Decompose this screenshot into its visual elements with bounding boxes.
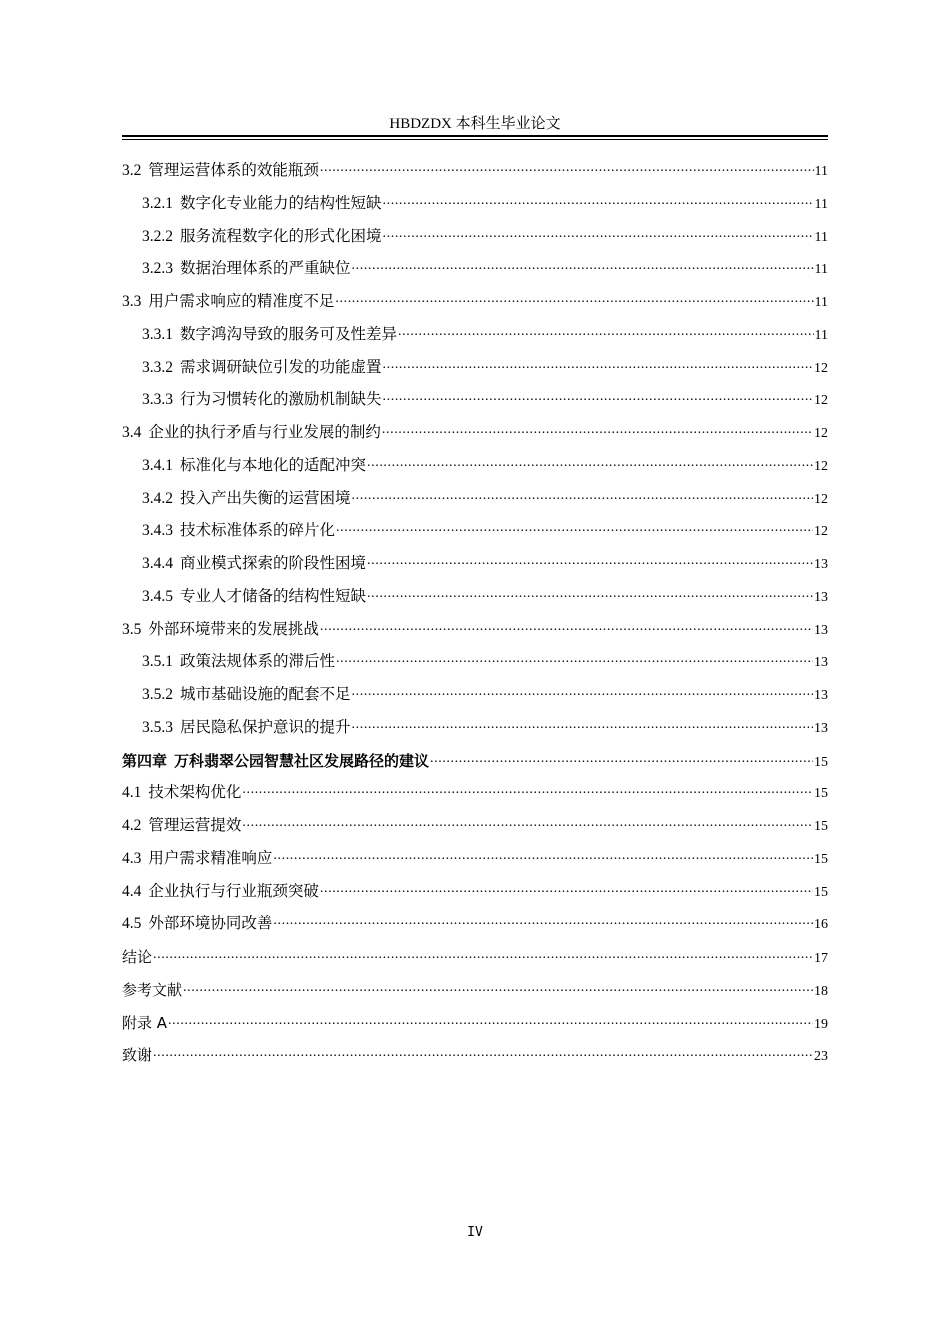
toc-entry-number: 3.4.3 [142,522,173,540]
dot-leader [153,1048,813,1058]
toc-entry[interactable] [122,810,828,843]
dot-leader [336,654,813,664]
running-header: HBDZDX 本科生毕业论文 [389,116,561,132]
toc-entry-number: 4.2 [122,817,142,834]
dot-leader [336,523,813,533]
toc-entry-number: 3.5.3 [142,718,173,736]
toc-entry-page: 23 [814,1049,828,1065]
toc-entry-number: 3.4.4 [142,555,173,572]
toc-entry-title: 技术架构优化 [148,784,242,802]
toc-entry-page: 13 [814,557,828,572]
toc-entry[interactable] [122,646,828,679]
toc-entry-title: 管理运营体系的效能瓶颈 [148,162,319,179]
dot-leader [367,458,813,468]
toc-entry[interactable] [122,1007,828,1040]
toc-entry-page: 12 [814,426,828,441]
dot-leader [430,754,813,764]
toc-entry[interactable] [122,876,828,909]
toc-entry-number: 4.1 [122,784,142,802]
toc-entry[interactable] [122,941,828,974]
toc-entry-page: 13 [814,720,828,736]
toc-entry-title: 居民隐私保护意识的提升 [180,718,351,736]
toc-entry[interactable] [122,908,828,941]
dot-leader [383,360,813,370]
toc-entry-number: 3.3.1 [142,325,173,343]
toc-entry[interactable] [122,155,828,188]
dot-leader [153,950,813,960]
toc-entry-number: 3.3.2 [142,358,173,376]
dot-leader [335,294,813,304]
toc-entry-number: 3.2.3 [142,260,173,278]
toc-entry-page: 13 [814,688,828,703]
toc-entry[interactable] [122,777,828,810]
toc-entry-title: 数字化专业能力的结构性短缺 [180,194,382,212]
toc-entry-number: 3.5 [122,620,142,638]
table-of-contents [122,155,828,1072]
toc-entry-title: 参考文献 [122,980,183,999]
dot-leader [367,589,813,599]
toc-entry-page: 11 [814,164,828,179]
toc-entry-title: 服务流程数字化的形式化困境 [180,227,382,245]
toc-entry[interactable] [122,384,828,417]
toc-entry-title: 附录 A [122,1013,168,1032]
toc-entry-title: 数字鸿沟导致的服务可及性差异 [180,325,398,343]
toc-entry-title: 需求调研缺位引发的功能虚置 [180,358,382,376]
toc-entry-page: 19 [814,1016,828,1032]
toc-entry-page: 12 [814,393,828,409]
toc-entry-title: 数据治理体系的严重缺位 [180,260,351,278]
toc-entry-title: 外部环境协同改善 [148,915,273,933]
dot-leader [273,916,813,926]
toc-entry-title: 万科翡翠公园智慧社区发展路径的建议 [174,751,430,770]
toc-entry-page: 12 [814,524,828,540]
toc-entry[interactable] [122,221,828,254]
toc-entry-page: 15 [814,786,828,802]
dot-leader [352,261,814,271]
toc-entry-number: 3.4.5 [142,587,173,605]
toc-entry[interactable] [122,712,828,745]
dot-leader [383,392,813,402]
toc-entry-title: 用户需求响应的精准度不足 [148,293,335,310]
toc-entry-page: 13 [814,589,828,605]
toc-entry-number: 3.2.1 [142,194,173,212]
toc-entry[interactable] [122,548,828,581]
toc-entry[interactable] [122,483,828,516]
toc-entry-page: 15 [814,754,828,770]
toc-entry-page: 12 [814,458,828,474]
toc-entry-page: 15 [814,819,828,834]
toc-entry-title: 专业人才储备的结构性短缺 [180,587,367,605]
dot-leader [352,491,813,501]
toc-entry-number: 3.2 [122,162,142,179]
dot-leader [320,884,813,894]
toc-entry-page: 16 [814,917,828,933]
toc-entry-number: 3.4.2 [142,489,173,507]
toc-entry[interactable] [122,417,828,450]
toc-entry-page: 11 [814,262,828,278]
toc-entry-number: 3.2.2 [142,227,173,245]
dot-leader [242,785,813,795]
toc-entry-page: 15 [814,851,828,867]
toc-entry-page: 18 [814,983,828,999]
toc-entry-page: 13 [814,655,828,671]
toc-entry-page: 12 [814,360,828,376]
toc-entry[interactable] [122,188,828,221]
dot-leader [352,720,813,730]
toc-entry-title: 投入产出失衡的运营困境 [180,489,351,507]
toc-entry[interactable] [122,352,828,385]
header-rule-thick [122,135,828,137]
toc-entry-title: 结论 [122,948,153,966]
dot-leader [273,851,813,861]
dot-leader [382,425,813,435]
toc-entry-number: 3.3.3 [142,391,173,409]
dot-leader [352,687,813,697]
toc-entry-number: 4.3 [122,849,142,867]
toc-entry-title: 政策法规体系的滞后性 [180,653,336,671]
toc-entry-page: 11 [814,229,828,245]
toc-entry-number: 3.3 [122,293,142,310]
dot-leader [398,327,814,337]
toc-entry[interactable] [122,843,828,876]
toc-entry[interactable] [122,450,828,483]
toc-entry[interactable] [122,1039,828,1072]
toc-entry-page: 15 [814,884,828,900]
toc-entry-page: 12 [814,491,828,507]
dot-leader [183,983,813,993]
toc-entry[interactable] [122,974,828,1007]
toc-entry-title: 企业的执行矛盾与行业发展的制约 [148,424,381,441]
toc-entry-page: 11 [814,196,828,212]
toc-entry-title: 用户需求精准响应 [148,849,273,867]
dot-leader [383,229,814,239]
toc-entry-title: 标准化与本地化的适配冲突 [180,456,367,474]
dot-leader [383,196,814,206]
toc-entry[interactable] [122,745,828,778]
header-rule-thin [122,139,828,140]
toc-entry[interactable] [122,286,828,319]
toc-entry-title: 管理运营提效 [148,817,242,834]
toc-entry-title: 商业模式探索的阶段性困境 [180,555,367,572]
toc-entry-number: 4.4 [122,882,142,900]
toc-entry[interactable] [122,319,828,352]
toc-entry-title: 外部环境带来的发展挑战 [148,620,319,638]
toc-entry[interactable] [122,581,828,614]
toc-entry-page: 17 [814,951,828,966]
toc-entry[interactable] [122,614,828,647]
toc-entry-title: 致谢 [122,1046,153,1065]
dot-leader [242,818,813,828]
toc-entry-page: 13 [814,622,828,638]
toc-entry[interactable] [122,515,828,548]
toc-entry-number: 4.5 [122,915,142,933]
toc-entry-page: 11 [814,295,828,310]
toc-entry-number: 第四章 [122,751,168,770]
dot-leader [367,556,813,566]
toc-entry-title: 技术标准体系的碎片化 [180,522,336,540]
toc-entry-number: 3.4.1 [142,456,173,474]
toc-entry-number: 3.5.2 [142,686,173,703]
toc-entry[interactable] [122,253,828,286]
toc-entry-number: 3.4 [122,424,142,441]
toc-entry-number: 3.5.1 [142,653,173,671]
dot-leader [320,622,813,632]
dot-leader [168,1016,813,1026]
dot-leader [320,163,814,173]
toc-entry-title: 企业执行与行业瓶颈突破 [148,882,319,900]
toc-entry-page: 11 [814,327,828,343]
toc-entry-title: 城市基础设施的配套不足 [180,686,351,703]
toc-entry-title: 行为习惯转化的激励机制缺失 [180,391,382,409]
page-number: IV [467,1225,483,1240]
toc-entry[interactable] [122,679,828,712]
